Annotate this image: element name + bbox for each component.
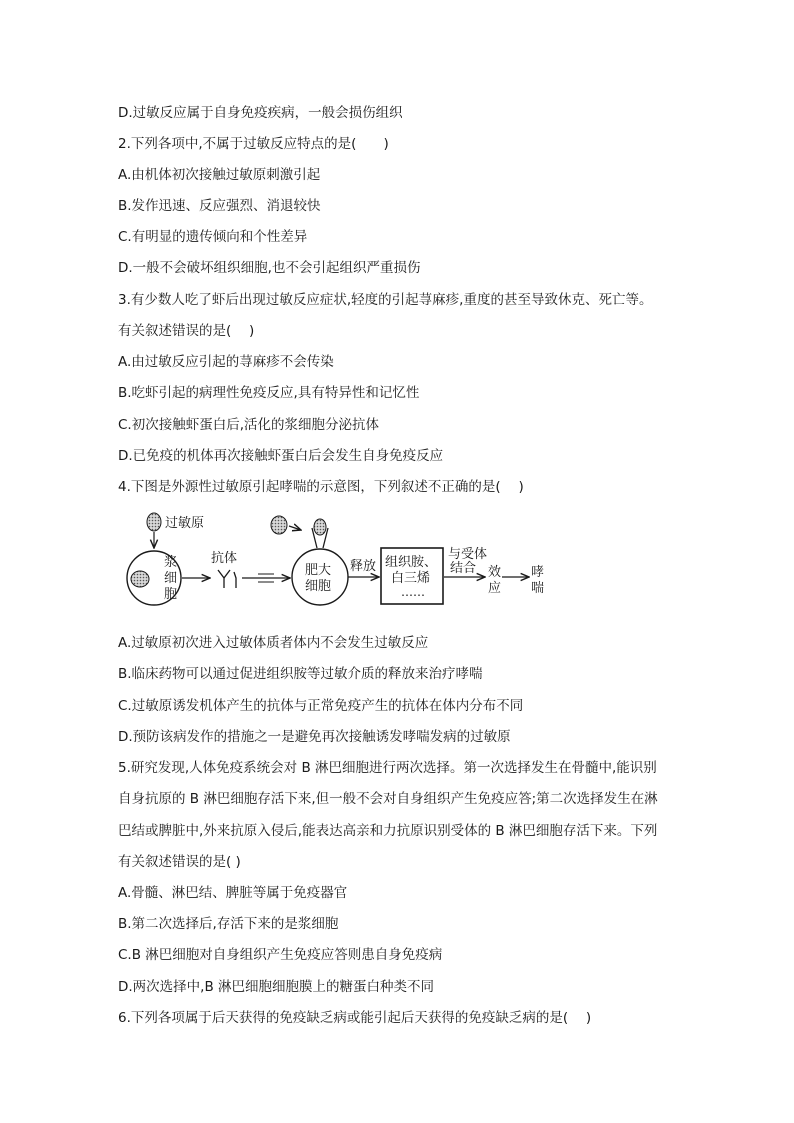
release-label: 释放 xyxy=(350,559,377,574)
text-line: C.有明显的遗传倾向和个性差异 xyxy=(118,229,308,245)
allergen-label: 过敏原 xyxy=(165,516,205,531)
text-line: B.发作迅速、反应强烈、消退较快 xyxy=(118,198,321,214)
text-line: C.初次接触虾蛋白后,活化的浆细胞分泌抗体 xyxy=(118,417,380,433)
text-line: D.两次选择中,B 淋巴细胞细胞膜上的糖蛋白种类不同 xyxy=(118,979,435,995)
text-line: 有关叙述错误的是( ) xyxy=(118,854,241,870)
mediator-label: …… xyxy=(401,585,425,599)
text-line: 巴结或脾脏中,外来抗原入侵后,能表达高亲和力抗原识别受体的 B 淋巴细胞存活下来。下列 xyxy=(118,823,658,839)
mediator-label: 组织胺、 xyxy=(385,555,438,570)
text-line: 自身抗原的 B 淋巴细胞存活下来,但一般不会对自身组织产生免疫应答;第二次选择发生在淋 xyxy=(118,791,658,807)
text-line: A.骨髓、淋巴结、脾脏等属于免疫器官 xyxy=(118,885,348,901)
text-line: 6.下列各项属于后天获得的免疫缺乏病或能引起后天获得的免疫缺乏病的是( ) xyxy=(118,1010,592,1026)
effect-label: 应 xyxy=(488,581,502,596)
text-line: C.B 淋巴细胞对自身组织产生免疫应答则患自身免疫病 xyxy=(118,947,443,963)
asthma-mechanism-diagram xyxy=(118,504,558,620)
text-line: D.一般不会破坏组织细胞,也不会引起组织严重损伤 xyxy=(118,260,421,276)
mast-cell-label: 细胞 xyxy=(305,579,332,594)
text-line: B.吃虾引起的病理性免疫反应,具有特异性和记忆性 xyxy=(118,385,420,401)
text-line: 4.下图是外源性过敏原引起哮喘的示意图，下列叙述不正确的是( ) xyxy=(118,479,524,495)
text-line: C.过敏原诱发机体产生的抗体与正常免疫产生的抗体在体内分布不同 xyxy=(118,698,524,714)
plasma-cell-label: 细 xyxy=(164,571,178,586)
text-line: A.过敏原初次进入过敏体质者体内不会发生过敏反应 xyxy=(118,635,429,651)
bind-label: 与受体 xyxy=(448,547,488,562)
allergen-icon xyxy=(147,513,161,531)
text-line: A.由机体初次接触过敏原刺激引起 xyxy=(118,167,321,183)
text-line: A.由过敏反应引起的荨麻疹不会传染 xyxy=(118,354,334,370)
text-line: 3.有少数人吃了虾后出现过敏反应症状,轻度的引起荨麻疹,重度的甚至导致休克、死亡等。 xyxy=(118,292,653,308)
allergen-icon xyxy=(271,516,287,534)
text-line: B.第二次选择后,存活下来的是浆细胞 xyxy=(118,916,339,932)
text-line: 有关叙述错误的是( ) xyxy=(118,323,255,339)
bind-label: 结合 xyxy=(450,561,477,576)
plasma-cell-label: 胞 xyxy=(164,587,178,602)
text-line: B.临床药物可以通过促进组织胺等过敏介质的释放来治疗哮喘 xyxy=(118,666,483,682)
text-line: D.预防该病发作的措施之一是避免再次接触诱发哮喘发病的过敏原 xyxy=(118,729,511,745)
effect-label: 效 xyxy=(488,565,502,580)
text-line: 2.下列各项中,不属于过敏反应特点的是( ) xyxy=(118,136,389,152)
asthma-label: 喘 xyxy=(531,581,545,596)
mediator-label: 白三烯 xyxy=(391,571,431,586)
antibody-label: 抗体 xyxy=(211,551,238,566)
antibody-icon xyxy=(218,570,236,588)
text-line: D.已免疫的机体再次接触虾蛋白后会发生自身免疫反应 xyxy=(118,448,444,464)
mast-cell-label: 肥大 xyxy=(305,563,332,578)
plasma-cell-nucleus-icon xyxy=(131,571,149,587)
text-line: D.过敏反应属于自身免疫疾病，一般会损伤组织 xyxy=(118,105,403,121)
text-line: 5.研究发现,人体免疫系统会对 B 淋巴细胞进行两次选择。第一次选择发生在骨髓中,能识别 xyxy=(118,760,657,776)
asthma-label: 哮 xyxy=(531,565,545,580)
allergen-icon xyxy=(314,519,326,535)
plasma-cell-label: 浆 xyxy=(164,555,178,570)
